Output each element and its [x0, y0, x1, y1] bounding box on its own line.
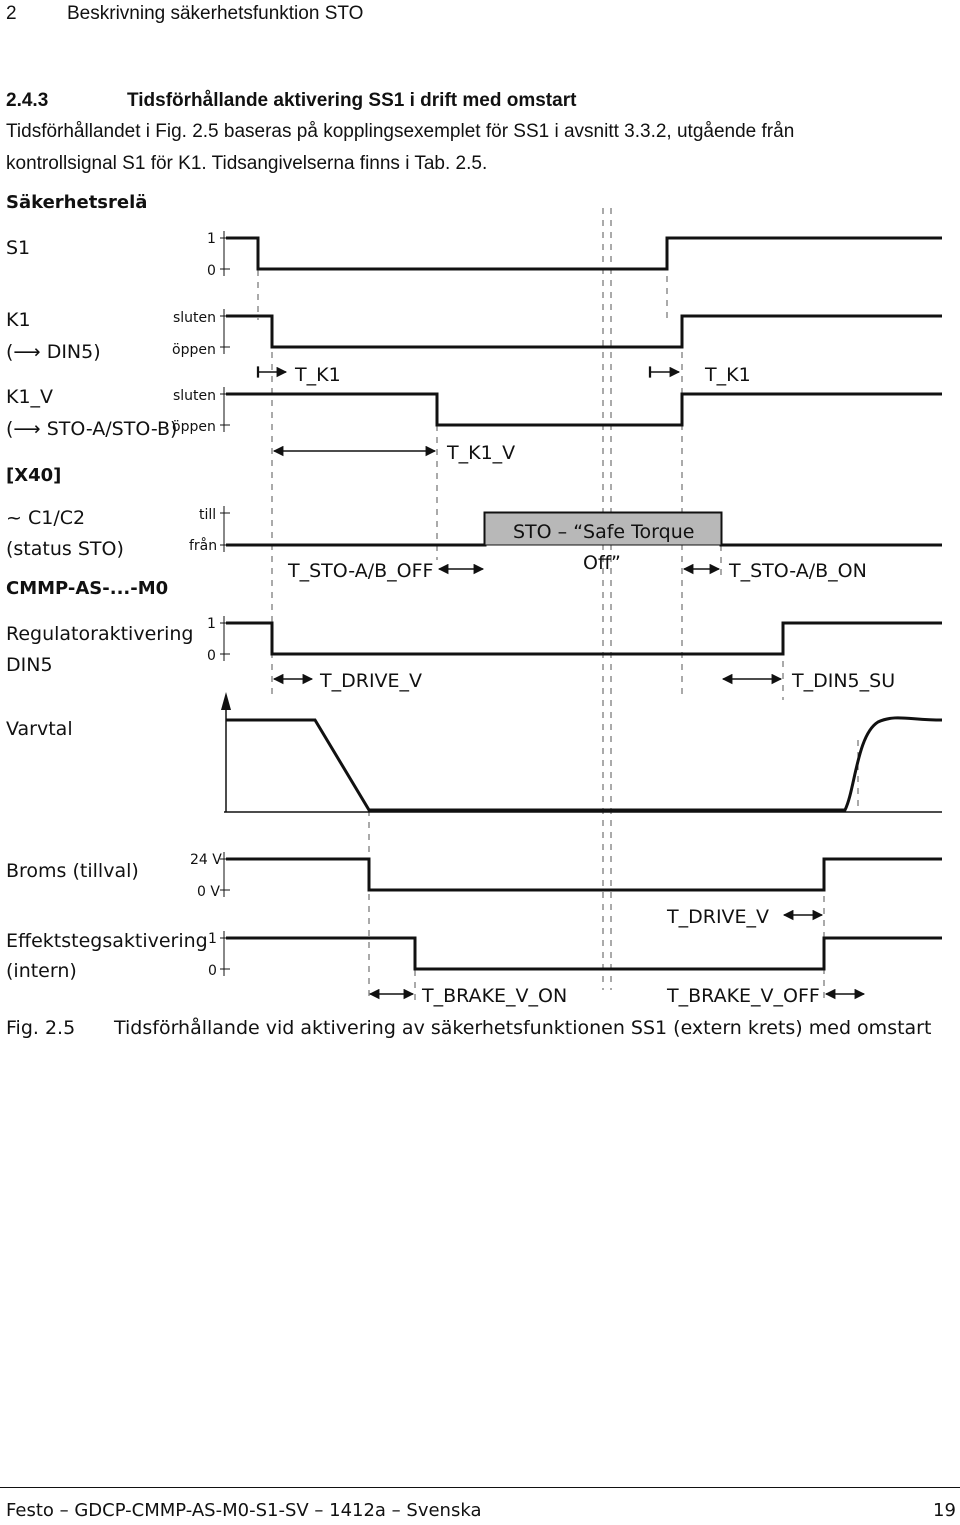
level-eff-zero: 0 — [208, 963, 217, 979]
label-c1c2: ~ C1/C2 — [6, 507, 86, 529]
label-intern: (intern) — [6, 960, 77, 982]
level-0v: 0 V — [197, 884, 220, 900]
level-s1-one: 1 — [207, 231, 216, 247]
label-t-brake-off: T_BRAKE_V_OFF — [667, 985, 820, 1007]
label-effektsteg: Effektstegsaktivering — [6, 930, 208, 952]
caption-text: Tidsförhållande vid aktivering av säkerhetsfunktionen SS1 (extern krets) med omstart — [114, 1017, 932, 1039]
waveform-effektsteg — [226, 938, 942, 969]
level-reg-one: 1 — [207, 616, 216, 632]
level-till: till — [199, 507, 217, 523]
paragraph-line-1: Tidsförhållandet i Fig. 2.5 baseras på kopplingsexemplet för SS1 i avsnitt 3.3.2, utgående från — [6, 121, 795, 142]
section-title: Tidsförhållande aktivering SS1 i drift med omstart — [127, 90, 577, 111]
varvtal-axis-arrowhead — [221, 692, 231, 710]
label-status-sto: (status STO) — [6, 538, 124, 560]
label-k1v-sub: (⟶ STO-A/STO-B) — [6, 418, 178, 440]
section-number: 2.4.3 — [6, 90, 49, 111]
paragraph-line-2: kontrollsignal S1 för K1. Tidsangivelserna finns i Tab. 2.5. — [6, 153, 488, 174]
label-t-k1-2: T_K1 — [705, 364, 751, 386]
level-24v: 24 V — [190, 852, 222, 868]
varvtal-axes — [224, 704, 942, 812]
label-k1v: K1_V — [6, 386, 54, 408]
label-s1: S1 — [6, 237, 31, 259]
label-sto-line2: Off” — [583, 552, 621, 574]
chapter-number: 2 — [6, 3, 17, 24]
waveform-s1 — [226, 238, 942, 269]
level-eff-one: 1 — [208, 931, 217, 947]
label-varvtal: Varvtal — [6, 718, 73, 740]
waveform-k1v — [226, 394, 942, 425]
label-t-sto-on: T_STO-A/B_ON — [729, 560, 867, 582]
level-k1v-sluten: sluten — [173, 388, 217, 404]
dashed-guides — [258, 208, 858, 1000]
label-din5: DIN5 — [6, 654, 53, 676]
label-t-sto-off: T_STO-A/B_OFF — [288, 560, 434, 582]
level-k1v-oppen: öppen — [172, 419, 216, 435]
level-reg-zero: 0 — [207, 648, 216, 664]
label-t-brake-on: T_BRAKE_V_ON — [422, 985, 568, 1007]
label-cmmp: CMMP-AS-...-M0 — [6, 578, 169, 599]
waveform-regulator — [226, 623, 942, 654]
caption-label: Fig. 2.5 — [6, 1017, 76, 1039]
label-k1-sub: (⟶ DIN5) — [6, 341, 101, 363]
waveform-varvtal — [226, 718, 942, 810]
label-sto-line1: STO – “Safe Torque — [513, 521, 695, 543]
label-t-din5-su: T_DIN5_SU — [792, 670, 896, 692]
label-t-k1-v: T_K1_V — [447, 442, 516, 464]
waveform-broms — [226, 859, 942, 890]
label-broms: Broms (tillval) — [6, 860, 139, 882]
timing-diagram — [0, 180, 960, 1040]
label-t-k1-1: T_K1 — [295, 364, 341, 386]
waveform-k1 — [226, 316, 942, 347]
label-k1: K1 — [6, 309, 31, 331]
label-x40: [X40] — [6, 465, 62, 486]
level-fran: från — [189, 538, 218, 554]
level-k1-sluten: sluten — [173, 310, 217, 326]
footer-rule — [0, 1487, 960, 1488]
page-number: 19 — [933, 1500, 956, 1521]
label-t-drive-v-2: T_DRIVE_V — [667, 906, 770, 928]
footer-doc: Festo – GDCP-CMMP-AS-M0-S1-SV – 1412a – Svenska — [6, 1500, 482, 1521]
chapter-title: Beskrivning säkerhetsfunktion STO — [67, 3, 364, 24]
level-s1-zero: 0 — [207, 263, 216, 279]
label-sakerhetsrela: Säkerhetsrelä — [6, 192, 148, 213]
label-t-drive-v: T_DRIVE_V — [320, 670, 423, 692]
label-regulator: Regulatoraktivering — [6, 623, 194, 645]
level-k1-oppen: öppen — [172, 342, 216, 358]
